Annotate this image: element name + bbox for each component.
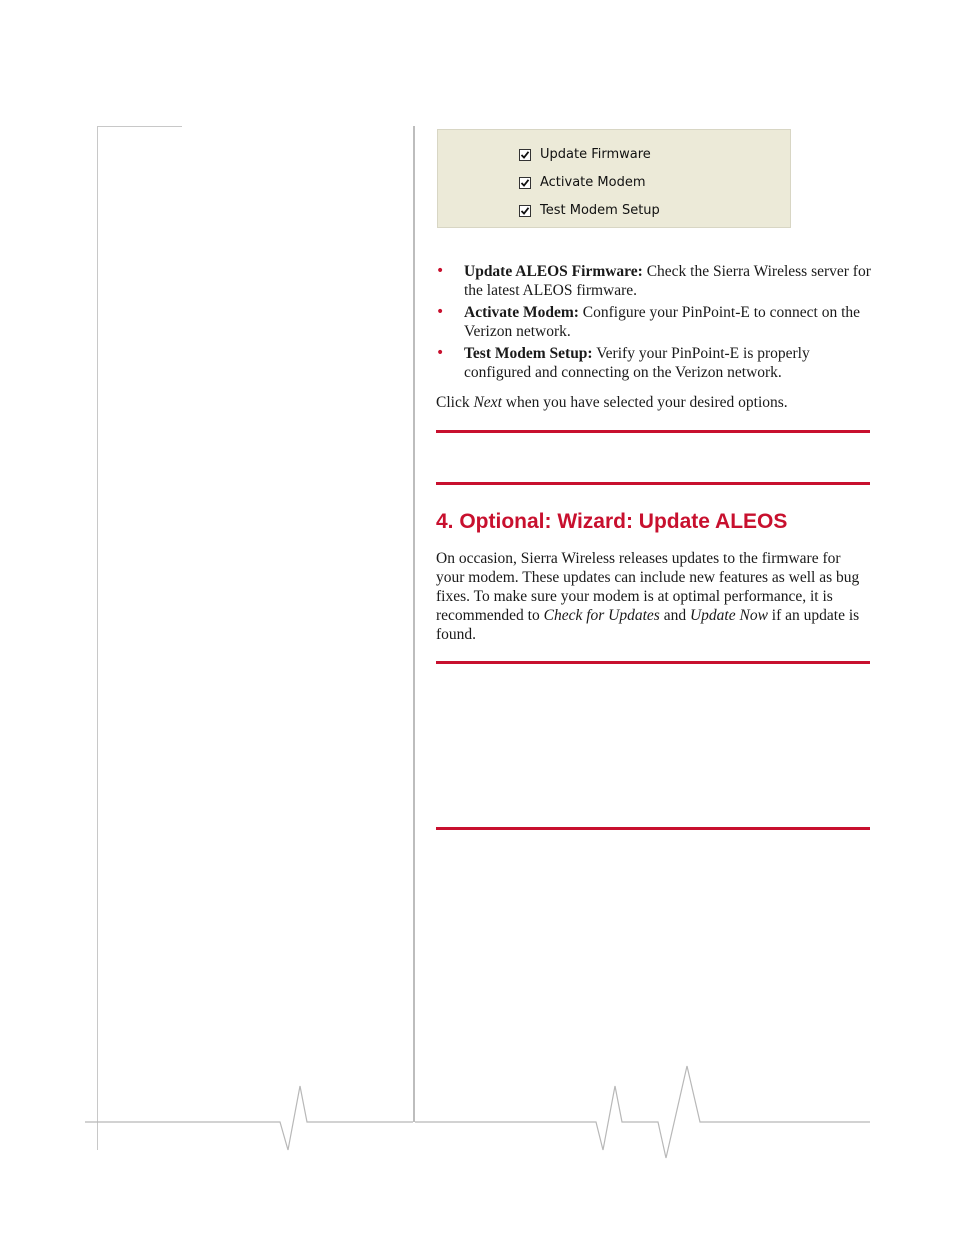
update-firmware-option[interactable] xyxy=(519,147,651,162)
bullet-text: Check the Sierra Wireless server for the latest ALEOS firmware. xyxy=(464,263,871,299)
activate-modem-option[interactable] xyxy=(519,175,646,190)
body-text: On occasion, Sierra Wireless releases updates to the firmware for your modem. These updates can include new features as well as bug fixes. To make sure your modem is at optimal performance, it is recommended to xyxy=(436,550,860,624)
bullet-text: Verify your PinPoint-E is properly configured and connecting on the Verizon network. xyxy=(464,345,810,381)
option-label: Activate Modem xyxy=(540,175,646,190)
option-label: Test Modem Setup xyxy=(540,203,660,218)
footer-signal-line xyxy=(0,1060,954,1170)
section-body xyxy=(436,549,872,644)
checkbox-checked-icon[interactable] xyxy=(519,205,531,217)
click-next-instruction xyxy=(436,393,872,412)
body-text: and xyxy=(659,607,690,624)
body-text: if an update is found. xyxy=(436,607,860,643)
section-rule xyxy=(436,827,870,830)
test-modem-setup-option[interactable] xyxy=(519,203,660,218)
option-descriptions-list xyxy=(436,262,876,385)
checkbox-checked-icon[interactable] xyxy=(519,149,531,161)
instruction-text: Click xyxy=(436,394,474,411)
page-frame-top-rule xyxy=(97,126,182,127)
checkbox-checked-icon[interactable] xyxy=(519,177,531,189)
check-for-updates-term: Check for Updates xyxy=(543,607,660,624)
section-rule xyxy=(436,482,870,485)
wizard-options-panel xyxy=(437,129,791,228)
section-rule xyxy=(436,661,870,664)
list-item xyxy=(436,344,876,382)
bullet-term: Activate Modem: xyxy=(464,304,579,321)
section-rule xyxy=(436,430,870,433)
bullet-text: Configure your PinPoint-E to connect on the Verizon network. xyxy=(464,304,861,340)
bullet-term: Update ALEOS Firmware: xyxy=(464,263,643,280)
option-label: Update Firmware xyxy=(540,147,651,162)
bullet-term: Test Modem Setup: xyxy=(464,345,593,362)
instruction-text: when you have selected your desired options. xyxy=(501,394,788,411)
bullet-icon: • xyxy=(436,345,445,361)
column-divider xyxy=(413,126,415,1122)
list-item xyxy=(436,262,876,300)
bullet-icon: • xyxy=(436,304,445,320)
page-frame-left-rule xyxy=(97,126,98,1150)
section-heading: 4. Optional: Wizard: Update ALEOS xyxy=(436,510,788,533)
update-now-term: Update Now xyxy=(689,607,768,624)
next-term: Next xyxy=(473,394,502,411)
list-item xyxy=(436,303,876,341)
bullet-icon: • xyxy=(436,263,445,279)
